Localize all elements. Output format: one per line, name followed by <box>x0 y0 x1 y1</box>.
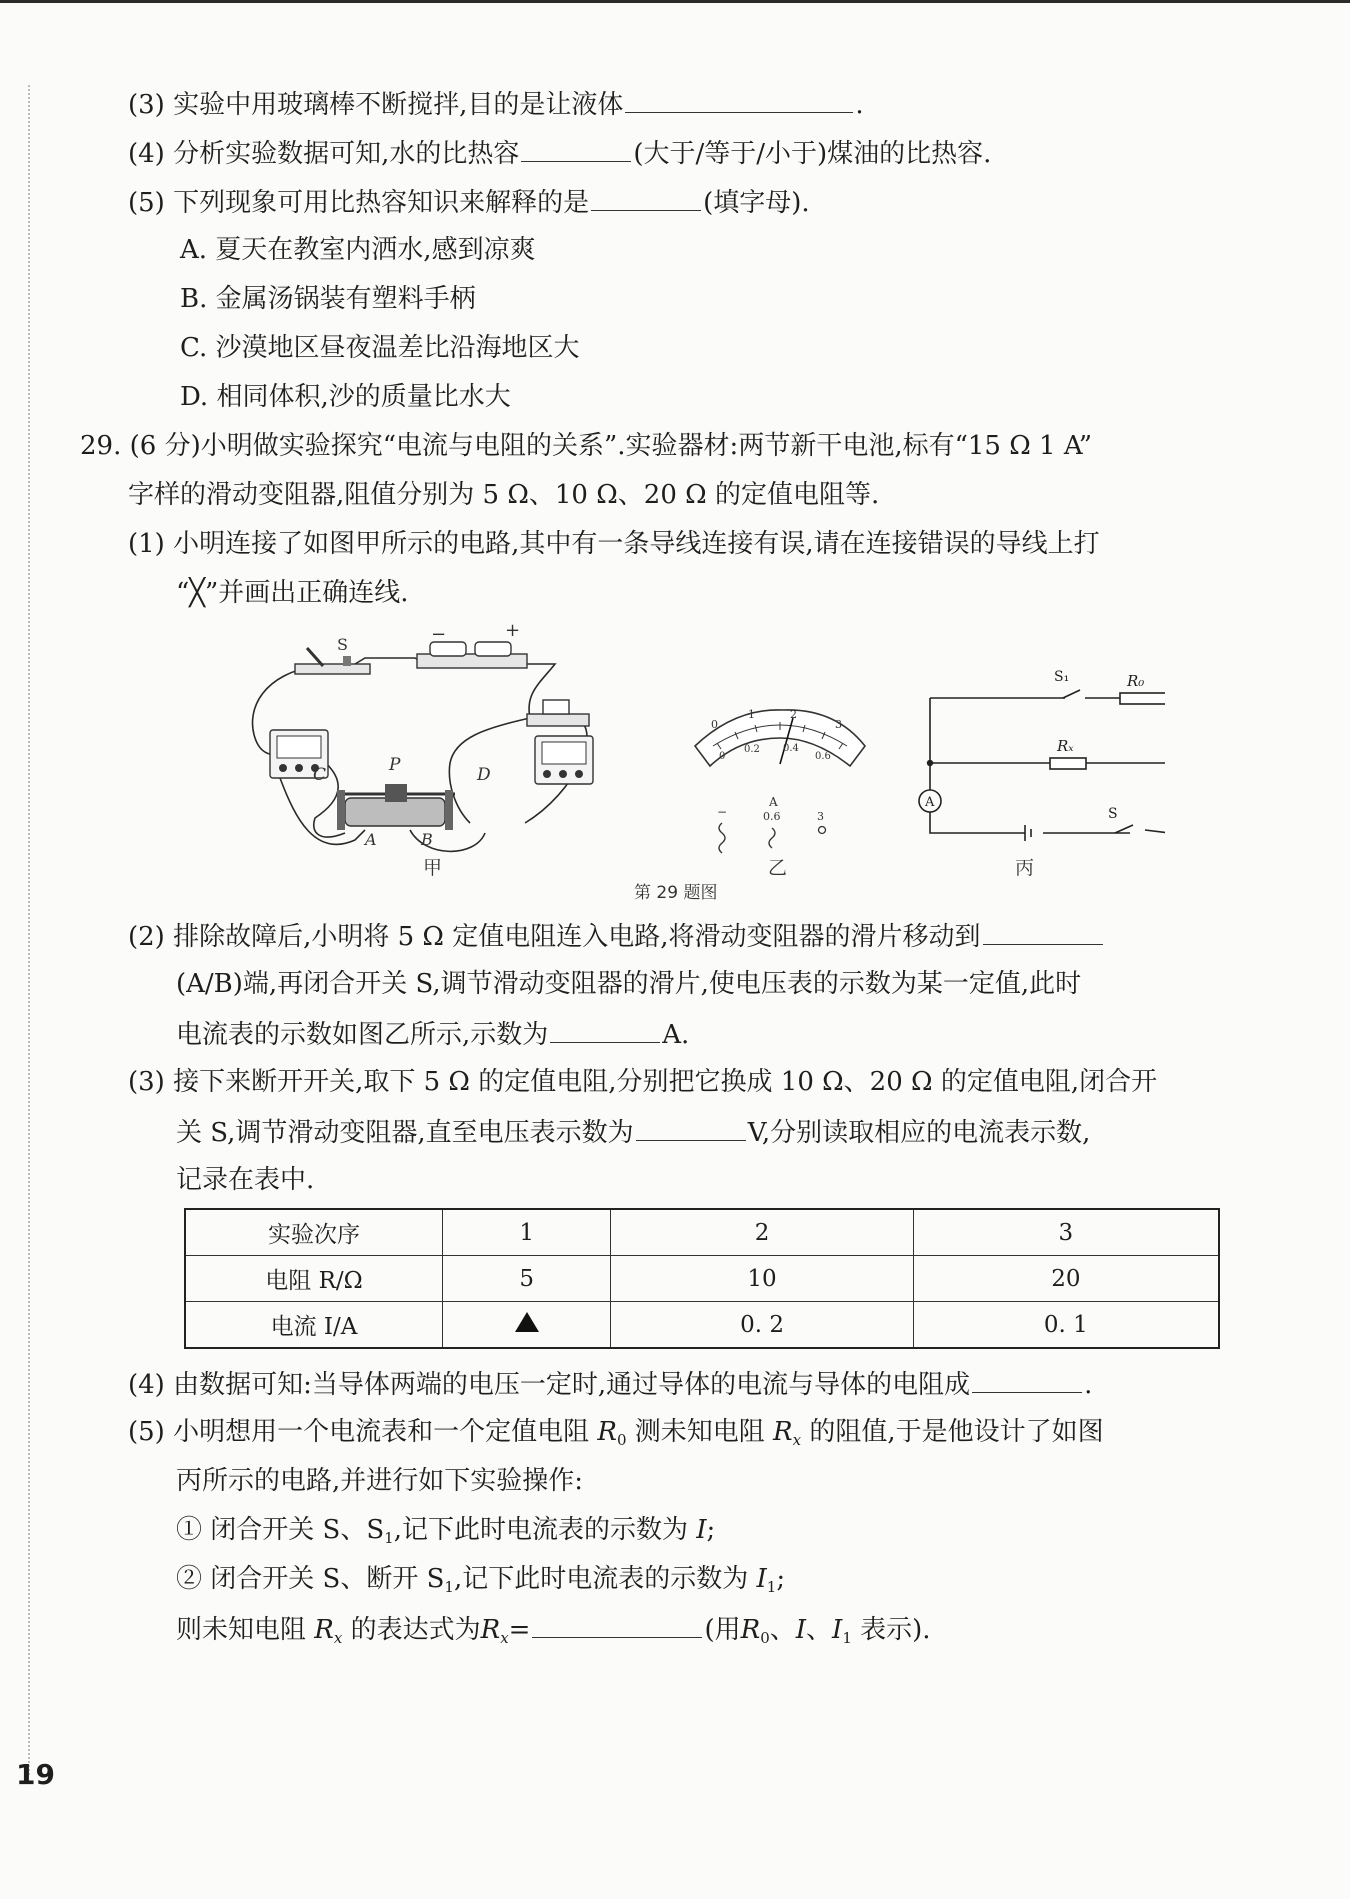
q28-option-b: B. 金属汤锅装有塑料手柄 <box>180 284 476 314</box>
q29-part1-line1: (1) 小明连接了如图甲所示的电路,其中有一条导线连接有误,请在连接错误的导线上打 <box>128 529 1100 559</box>
q28-part4: (4) 分析实验数据可知,水的比热容 (大于/等于/小于)煤油的比热容. <box>128 135 991 171</box>
page-number: 19 <box>16 1758 55 1791</box>
dial-top-2: 2 <box>790 708 797 721</box>
table-cell: 5 <box>443 1256 611 1302</box>
terminal-minus: − <box>717 805 728 819</box>
q29-part1-line2: “╳”并画出正确连线. <box>176 578 409 608</box>
switch-s-label: S <box>337 635 348 654</box>
dial-top-1: 1 <box>748 708 755 721</box>
table-cell: 实验次序 <box>185 1209 443 1256</box>
battery <box>417 620 527 668</box>
circuit-diagram <box>919 690 1165 841</box>
terminal-0-6: 0.6 <box>763 810 781 823</box>
q29-part3-line1: (3) 接下来断开开关,取下 5 Ω 的定值电阻,分别把它换成 10 Ω、20 Ω 的定值电阻,闭合开 <box>128 1067 1158 1097</box>
table-cell: 电流 I/A <box>185 1302 443 1349</box>
table-cell: 0. 1 <box>913 1302 1219 1349</box>
table-cell: 3 <box>913 1209 1219 1256</box>
answer-blank[interactable] <box>550 1016 660 1043</box>
answer-blank[interactable] <box>972 1366 1082 1393</box>
dial-bottom-2: 0.4 <box>783 743 799 754</box>
figure-label-bing: 丙 <box>1015 857 1035 879</box>
answer-blank[interactable] <box>625 86 853 113</box>
table-cell-unknown <box>443 1302 611 1349</box>
table-cell: 电阻 R/Ω <box>185 1256 443 1302</box>
rheostat-b: B <box>421 830 433 849</box>
dial-bottom-1: 0.2 <box>744 744 760 755</box>
answer-blank[interactable] <box>983 918 1103 945</box>
q29-part5-line2: 丙所示的电路,并进行如下实验操作: <box>176 1466 584 1496</box>
dial-top-3: 3 <box>835 718 842 731</box>
q29-step2: ② 闭合开关 S、断开 $S_1$,记下此时电流表的示数为 $I_1$; <box>176 1564 786 1596</box>
table-row <box>185 1209 1219 1256</box>
rheostat-c: C <box>313 765 327 785</box>
dial-bottom-3: 0.6 <box>815 751 831 762</box>
q29-intro-line1: 29. (6 分)小明做实验探究“电流与电阻的关系”.实验器材:两节新干电池,标有“15 Ω 1 A” <box>80 431 1093 461</box>
q28-option-a: A. 夏天在教室内洒水,感到凉爽 <box>180 235 536 265</box>
triangle-marker-icon <box>515 1312 539 1332</box>
fixed-resistor <box>527 700 589 726</box>
junction <box>927 760 933 766</box>
dial-unit: A <box>769 795 778 809</box>
answer-blank[interactable] <box>636 1114 746 1141</box>
circuit-s-label: S <box>1108 806 1118 822</box>
q29-step1: ① 闭合开关 S、$S_1$,记下此时电流表的示数为 I; <box>176 1515 716 1547</box>
q29-part2-line3: 电流表的示数如图乙所示,示数为 A. <box>176 1016 689 1052</box>
q29-intro-line2: 字样的滑动变阻器,阻值分别为 5 Ω、10 Ω、20 Ω 的定值电阻等. <box>128 480 880 510</box>
q29-part3-line3: 记录在表中. <box>176 1165 315 1195</box>
table-cell: 2 <box>611 1209 913 1256</box>
circuit-s1-label: S₁ <box>1054 669 1070 685</box>
circuit-ammeter-label: A <box>925 795 935 810</box>
wire <box>355 658 425 664</box>
table-cell: 1 <box>443 1209 611 1256</box>
q28-part3: (3) 实验中用玻璃棒不断搅拌,目的是让液体 . <box>128 86 864 122</box>
dial-top-0: 0 <box>711 718 718 731</box>
data-table <box>184 1208 1220 1349</box>
figure-label-yi: 乙 <box>768 857 788 879</box>
rheostat-p: P <box>389 755 401 775</box>
figure-caption: 第 29 题图 <box>634 883 718 903</box>
table-cell: 10 <box>611 1256 913 1302</box>
q29-figure <box>225 618 1165 874</box>
figure-label-jia: 甲 <box>423 857 443 879</box>
q29-part3-line2: 关 S,调节滑动变阻器,直至电压表示数为 V,分别读取相应的电流表示数, <box>176 1114 1090 1150</box>
battery-minus: − <box>431 624 447 645</box>
circuit-r0-label: R₀ <box>1127 672 1145 690</box>
table-row <box>185 1302 1219 1349</box>
rheostat-d: D <box>477 765 491 785</box>
top-rule <box>0 0 1350 3</box>
ammeter-dial <box>695 708 865 853</box>
q29-part2-line2: (A/B)端,再闭合开关 S,调节滑动变阻器的滑片,使电压表的示数为某一定值,此时 <box>176 969 1082 999</box>
dial-bottom-0: 0 <box>719 751 726 762</box>
circuit-rx-label: Rₓ <box>1057 737 1074 755</box>
q29-expression: 则未知电阻 $R_x$ 的表达式为$R_x=$ (用$R_0$、I、$I_1$ 表示). <box>176 1611 931 1647</box>
answer-blank[interactable] <box>521 135 631 162</box>
q29-part4: (4) 由数据可知:当导体两端的电压一定时,通过导体的电流与导体的电阻成 . <box>128 1366 1092 1402</box>
answer-blank[interactable] <box>532 1611 702 1638</box>
binding-margin-line <box>28 85 30 1775</box>
answer-blank[interactable] <box>591 184 701 211</box>
switch-s <box>295 635 370 674</box>
q28-option-c: C. 沙漠地区昼夜温差比沿海地区大 <box>180 333 580 363</box>
table-cell: 20 <box>913 1256 1219 1302</box>
q29-part5-line1: (5) 小明想用一个电流表和一个定值电阻 $R_0$ 测未知电阻 $R_x$ 的阻值,于是他设计了如图 <box>128 1417 1104 1449</box>
table-cell: 0. 2 <box>611 1302 913 1349</box>
q28-part5: (5) 下列现象可用比热容知识来解释的是 (填字母). <box>128 184 810 220</box>
q29-part2-line1: (2) 排除故障后,小明将 5 Ω 定值电阻连入电路,将滑动变阻器的滑片移动到 <box>128 918 1105 954</box>
battery-plus: + <box>505 620 521 641</box>
q28-option-d: D. 相同体积,沙的质量比水大 <box>180 382 511 412</box>
terminal-3: 3 <box>817 810 824 823</box>
voltmeter-device <box>535 736 593 784</box>
table-row <box>185 1256 1219 1302</box>
rheostat-a: A <box>365 830 377 849</box>
